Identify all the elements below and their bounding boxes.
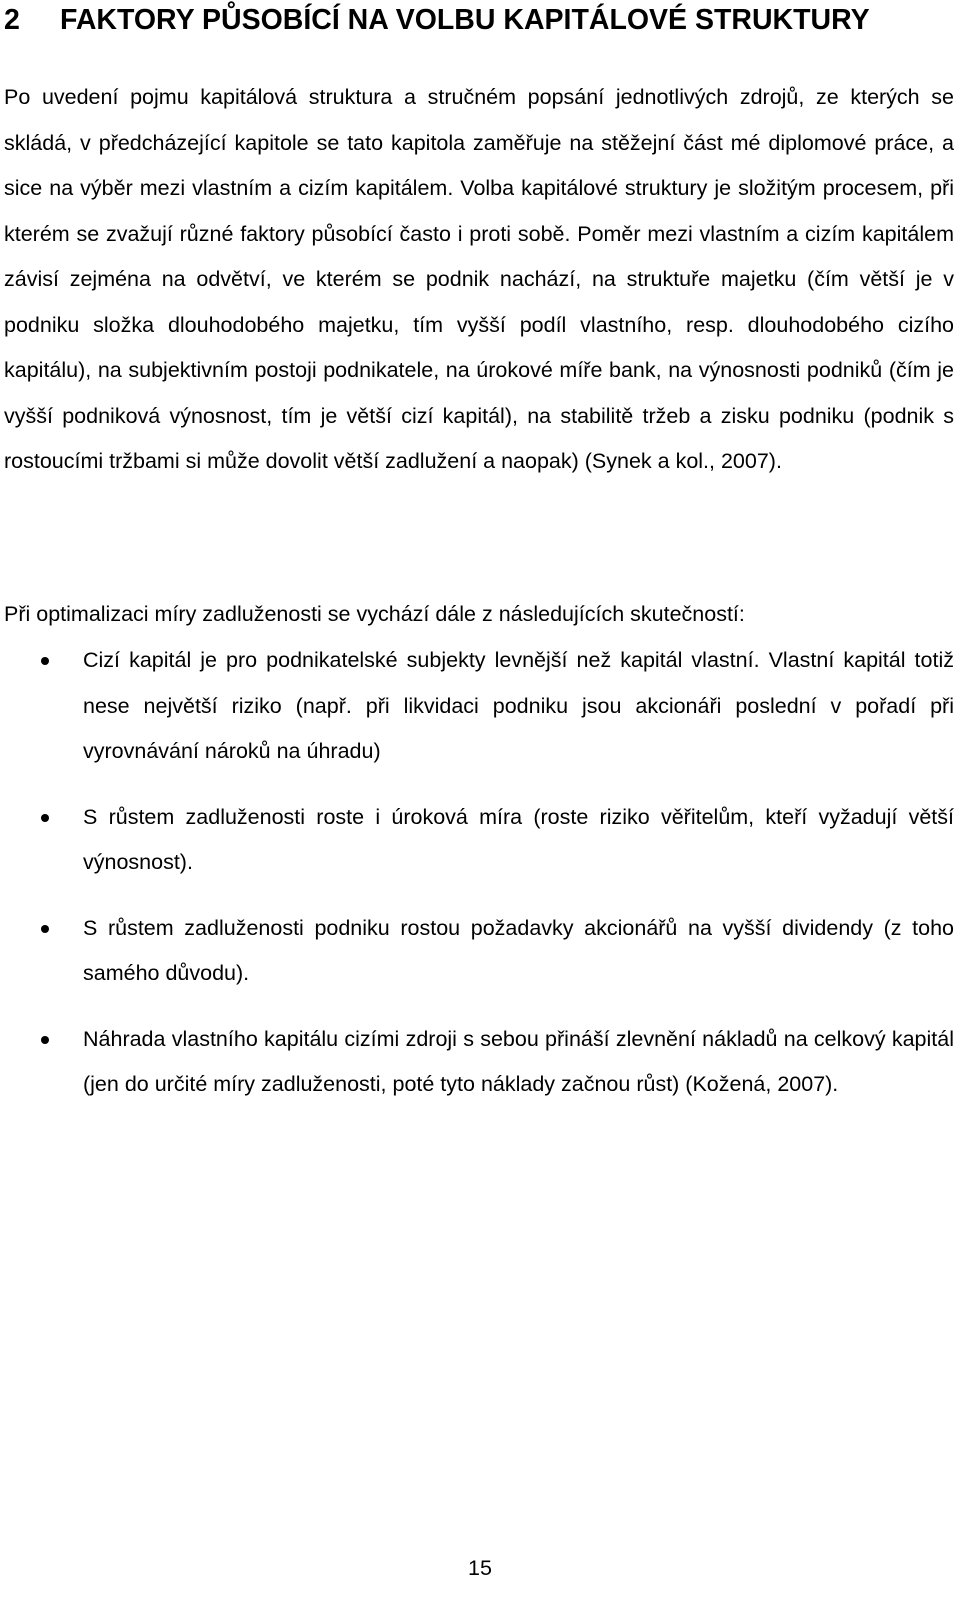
list-item-text: S růstem zadluženosti podniku rostou požadavky akcionářů na vyšší dividendy (z toho samého důvodu). xyxy=(83,915,954,985)
bullet-icon xyxy=(41,657,49,665)
intro-paragraph: Po uvedení pojmu kapitálová struktura a stručném popsání jednotlivých zdrojů, ze kterých se skládá, v předcházející kapitole se tato kapitola zaměřuje na stěžejní část mé diplomové práce, a sice na výběr mezi vlastním a cizím kapitálem. Volba kapitálové struktury je složitým procesem, při kterém se zvažují různé faktory působící často i proti sobě. Poměr mezi vlastním a cizím kapitálem závisí zejména na odvětví, ve kterém se podnik nachází, na struktuře majetku (čím větší je v podniku složka dlouhodobého majetku, tím vyšší podíl vlastního, resp. dlouhodobého cizího kapitálu), na subjektivním postoji podnikatele, na úrokové míře bank, na výnosnosti podniků (čím je vyšší podniková výnosnost, tím je větší cizí kapitál), na stabilitě tržeb a zisku podniku (podnik s rostoucími tržbami si může dovolit větší zadlužení a naopak) (Synek a kol., 2007). xyxy=(4,85,954,473)
bullet-list xyxy=(0,638,960,1128)
list-item xyxy=(0,1017,954,1108)
chapter-number: 2 xyxy=(4,4,20,36)
list-item-text: Náhrada vlastního kapitálu cizími zdroji s sebou přináší zlevnění nákladů na celkový kapitál (jen do určité míry zadluženosti, poté tyto náklady začnou růst) (Kožená, 2007). xyxy=(83,1026,954,1096)
bullet-icon xyxy=(41,1036,49,1044)
list-lead-paragraph: Při optimalizaci míry zadluženosti se vychází dále z následujících skutečností: xyxy=(4,602,745,626)
page-number: 15 xyxy=(468,1556,492,1580)
list-item-text: Cizí kapitál je pro podnikatelské subjekty levnější než kapitál vlastní. Vlastní kapitál totiž nese největší riziko (např. při likvidaci podniku jsou akcionáři poslední v pořadí při vyrovnávání nároků na úhradu) xyxy=(83,648,954,763)
list-item xyxy=(0,638,954,775)
bullet-icon xyxy=(41,925,49,933)
bullet-icon xyxy=(41,814,49,822)
list-item-text: S růstem zadluženosti roste i úroková míra (roste riziko věřitelům, kteří vyžadují větší výnosnost). xyxy=(83,804,954,874)
list-item xyxy=(0,906,954,997)
chapter-title: FAKTORY PŮSOBÍCÍ NA VOLBU KAPITÁLOVÉ STRUKTURY xyxy=(60,4,870,36)
chapter-heading xyxy=(4,2,954,38)
list-item xyxy=(0,795,954,886)
